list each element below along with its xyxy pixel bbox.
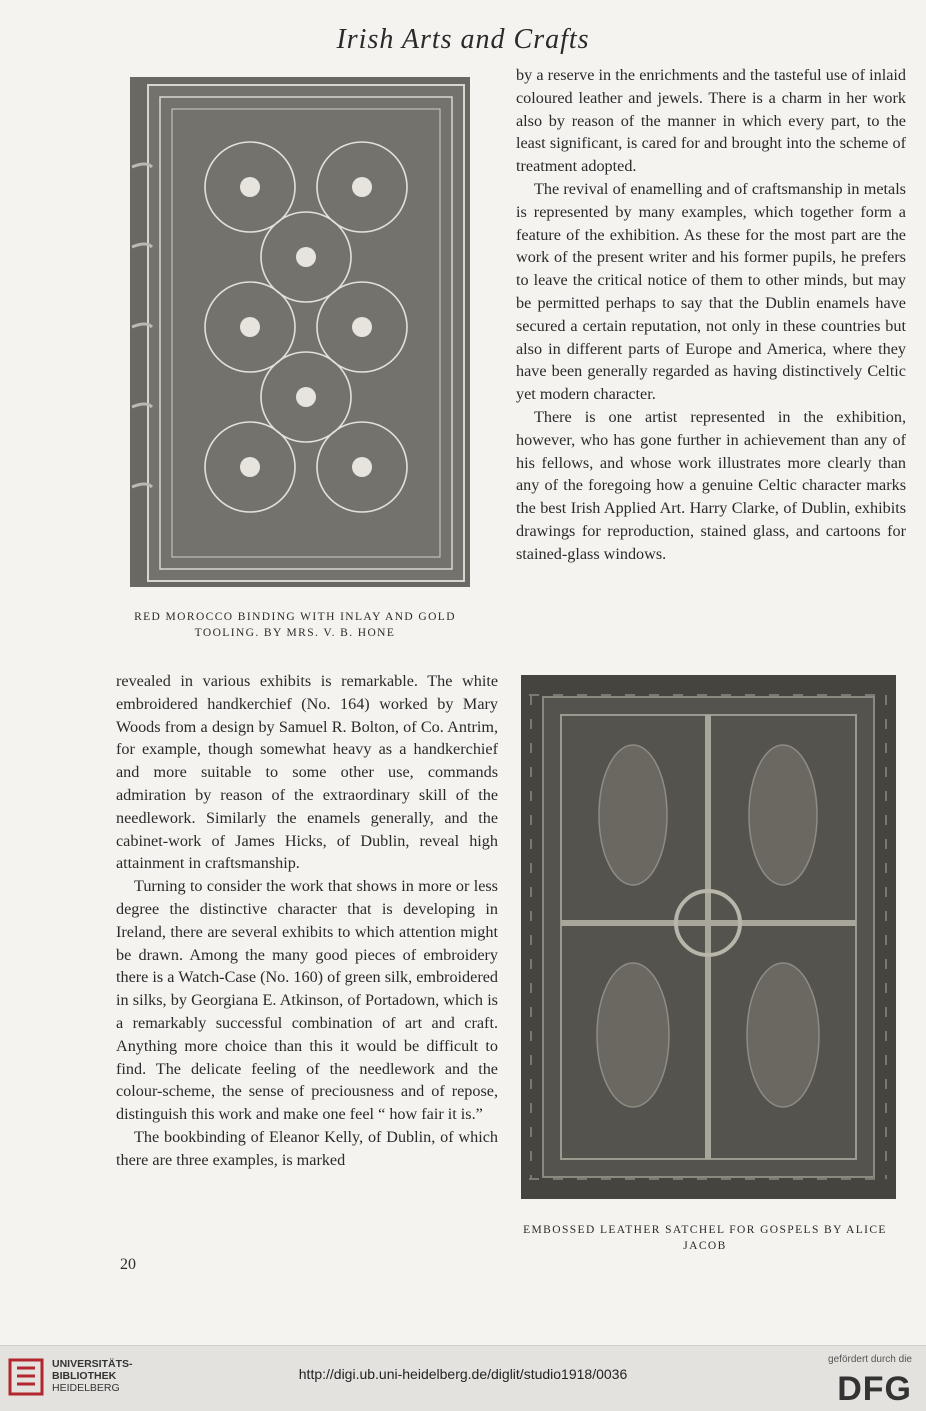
satchel-figure xyxy=(521,675,896,1199)
footer-bar xyxy=(0,1345,926,1411)
paragraph: The bookbinding of Eleanor Kelly, of Dublin, of which there are three examples, is marked xyxy=(116,1127,498,1169)
paragraph: Turning to consider the work that shows in more or less degree the distinctive character that is developing in Ireland, there are several exhibits to which attention might be drawn. Among the many good pieces of embroidery there is a Watch-Case (No. 160) of green silk, embroidered in silks, by Georgiana E. Atkinson, of Portadown, which is a remarkably successful combination of art and craft. Anything more choice than this it would be difficult to find. The delicate feeling of the needlework and the colour-scheme, the sense of preciousness and of repose, distinguish this work and make one feel “ how fair it is.” xyxy=(116,877,498,1124)
funded-by-label: gefördert durch die xyxy=(828,1354,912,1365)
source-url-link[interactable]: http://digi.ub.uni-heidelberg.de/diglit/studio1918/0036 xyxy=(298,1366,628,1382)
paragraph: There is one artist represented in the exhibition, however, who has gone further in achievement than any of his fellows, and whose work illustrates more clearly than any of the foregoing how a genuine Celtic character marks the best Irish Applied Art. Harry Clarke, of Dublin, exhibits drawings for reproduction, stained glass, and cartoons for stained-glass windows. xyxy=(516,407,906,563)
page-number: 20 xyxy=(120,1256,136,1273)
paragraph: revealed in various exhibits is remarkable. The white embroidered handkerchief (No. 164) worked by Mary Woods from a design by Samuel R. Bolton, of Co. Antrim, for example, though somewhat heavy as a handkerchief and more suitable to some other use, commands admiration by reason of the extraordinary skill of the needlework. Similarly the enamels generally, and the cabinet-work of James Hicks, of Dublin, reveal high attainment in craftsmanship. xyxy=(116,672,498,873)
dfg-logo: DFG xyxy=(837,1370,912,1408)
running-head: Irish Arts and Crafts xyxy=(336,24,590,55)
right-column xyxy=(516,64,906,566)
paragraph: by a reserve in the enrichments and the tasteful use of inlaid coloured leather and jewels. There is a charm in her work also by reason of the manner in which every part, to the least significant, is cared for and brought into the scheme of treatment adopted. xyxy=(516,66,906,176)
figure2-caption: EMBOSSED LEATHER SATCHEL FOR GOSPELS BY ALICE JACOB xyxy=(523,1224,887,1252)
library-name: UNIVERSITÄTS- BIBLIOTHEK HEIDELBERG xyxy=(52,1358,133,1394)
bookbinding-figure xyxy=(130,77,470,587)
left-column xyxy=(116,670,498,1172)
figure1-caption: RED MOROCCO BINDING WITH INLAY AND GOLD TOOLING. BY MRS. V. B. HONE xyxy=(134,611,456,639)
paragraph: The revival of enamelling and of craftsmanship in metals is represented by many examples, which together form a feature of the exhibition. As these for the most part are the work of the present writer and his former pupils, he prefers to leave the critical notice of them to other minds, but may be permitted perhaps to say that the Dublin enamels have secured a certain reputation, not only in these countries but also in different parts of Europe and America, where they have been generally regarded as having distinctively Celtic yet modern character. xyxy=(516,179,906,404)
